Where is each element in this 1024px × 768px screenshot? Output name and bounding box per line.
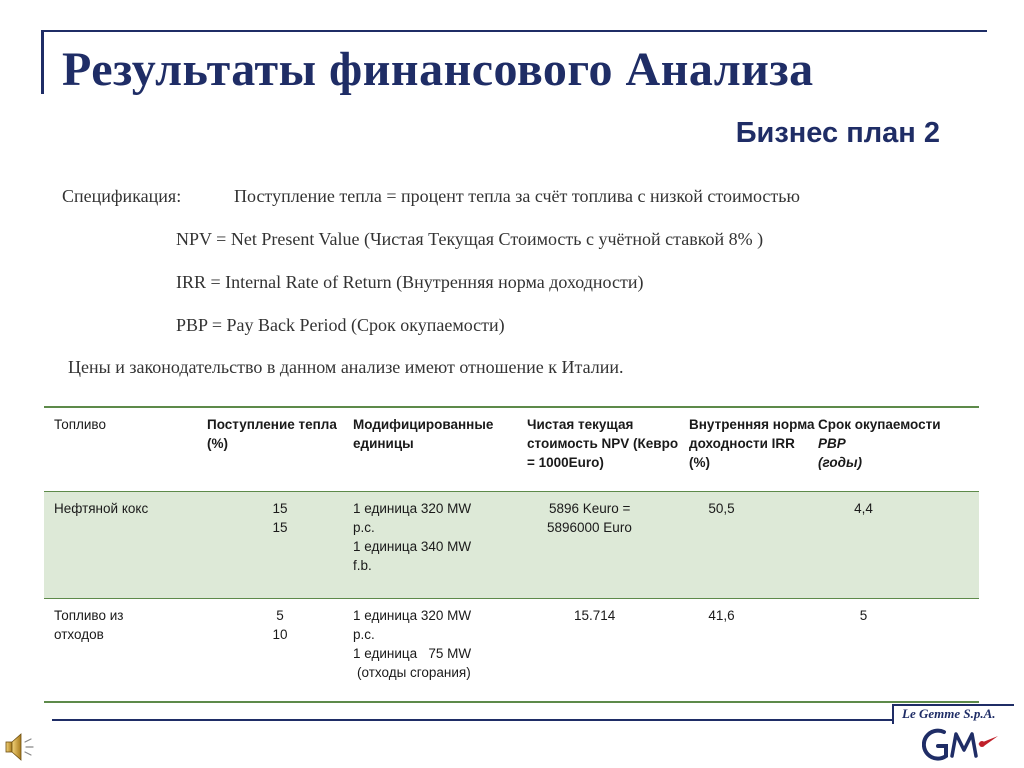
speaker-icon[interactable] [4, 730, 36, 764]
cell-heat-value: 10 [272, 626, 288, 642]
spec-heat-definition: Поступление тепла = процент тепла за счёт топлива с низкой стоимостью [234, 186, 800, 206]
financial-results-table [44, 406, 979, 703]
cell-heat-value: 5 [276, 607, 284, 623]
header-pbp-abbrev: PBP [818, 436, 846, 451]
cell-heat-value: 15 [272, 500, 288, 516]
cell-fuel [44, 598, 207, 702]
cell-npv-line: 5896 Keuro = [549, 500, 631, 516]
table-header-row [44, 407, 979, 491]
company-name: Le Gemme S.p.A. [902, 706, 996, 721]
header-pbp-unit: (годы) [818, 455, 862, 470]
title-rule-horizontal [41, 30, 987, 32]
table-row [44, 491, 979, 598]
cell-unit-line: (отходы сгорания) [357, 664, 471, 680]
cell-heat [207, 598, 353, 702]
header-heat: Поступление тепла (%) [207, 417, 337, 451]
cell-fuel: Нефтяной кокс [54, 500, 149, 516]
cell-npv [527, 598, 689, 702]
header-units: Модифицированные единицы [353, 417, 494, 451]
header-fuel: Топливо [54, 417, 106, 432]
cell-heat-value: 15 [272, 519, 288, 535]
title-rule-vertical [41, 30, 44, 94]
header-npv: Чистая текущая стоимость NPV (Кевро = 1000Euro) [527, 417, 679, 470]
cell-units [353, 491, 527, 598]
cell-npv [527, 491, 689, 598]
cell-unit-line: 1 единица 320 MW p.c. [353, 607, 472, 642]
cell-irr: 50,5 [708, 500, 735, 516]
cell-pbp: 4,4 [854, 500, 873, 516]
cell-npv-line: 5896000 Euro [547, 519, 632, 535]
header-pbp-label: Срок окупаемости [818, 417, 941, 432]
cell-pbp: 5 [859, 607, 868, 623]
cell-unit-line: 1 единица 320 MW p.c. [353, 500, 472, 535]
spec-label: Спецификация: [62, 186, 182, 206]
spec-country-note: Цены и законодательство в данном анализе имеют отношение к Италии. [68, 357, 624, 377]
footer-rule [52, 719, 892, 721]
cell-irr: 41,6 [708, 607, 735, 623]
cell-unit-line: 1 единица 75 MW [353, 645, 472, 661]
cell-npv-line: 15.714 [574, 607, 616, 623]
cell-fuel-text: Топливо из отходов [54, 607, 124, 642]
cell-heat [207, 491, 353, 598]
spec-pbp-definition: PBP = Pay Back Period (Срок окупаемости) [176, 315, 505, 335]
company-logo [922, 722, 1002, 766]
slide-subtitle: Бизнес план 2 [735, 117, 940, 149]
table-row [44, 598, 979, 702]
slide-title: Результаты финансового Анализа [62, 43, 814, 96]
spec-npv-definition: NPV = Net Present Value (Чистая Текущая Стоимость с учётной ставкой 8% ) [176, 229, 764, 249]
header-irr: Внутренняя норма доходности IRR (%) [689, 417, 815, 470]
cell-units [353, 598, 527, 702]
spec-irr-definition: IRR = Internal Rate of Return (Внутренняя норма доходности) [176, 272, 644, 292]
cell-unit-line: 1 единица 340 MW f.b. [353, 538, 472, 573]
header-pbp [818, 407, 979, 491]
